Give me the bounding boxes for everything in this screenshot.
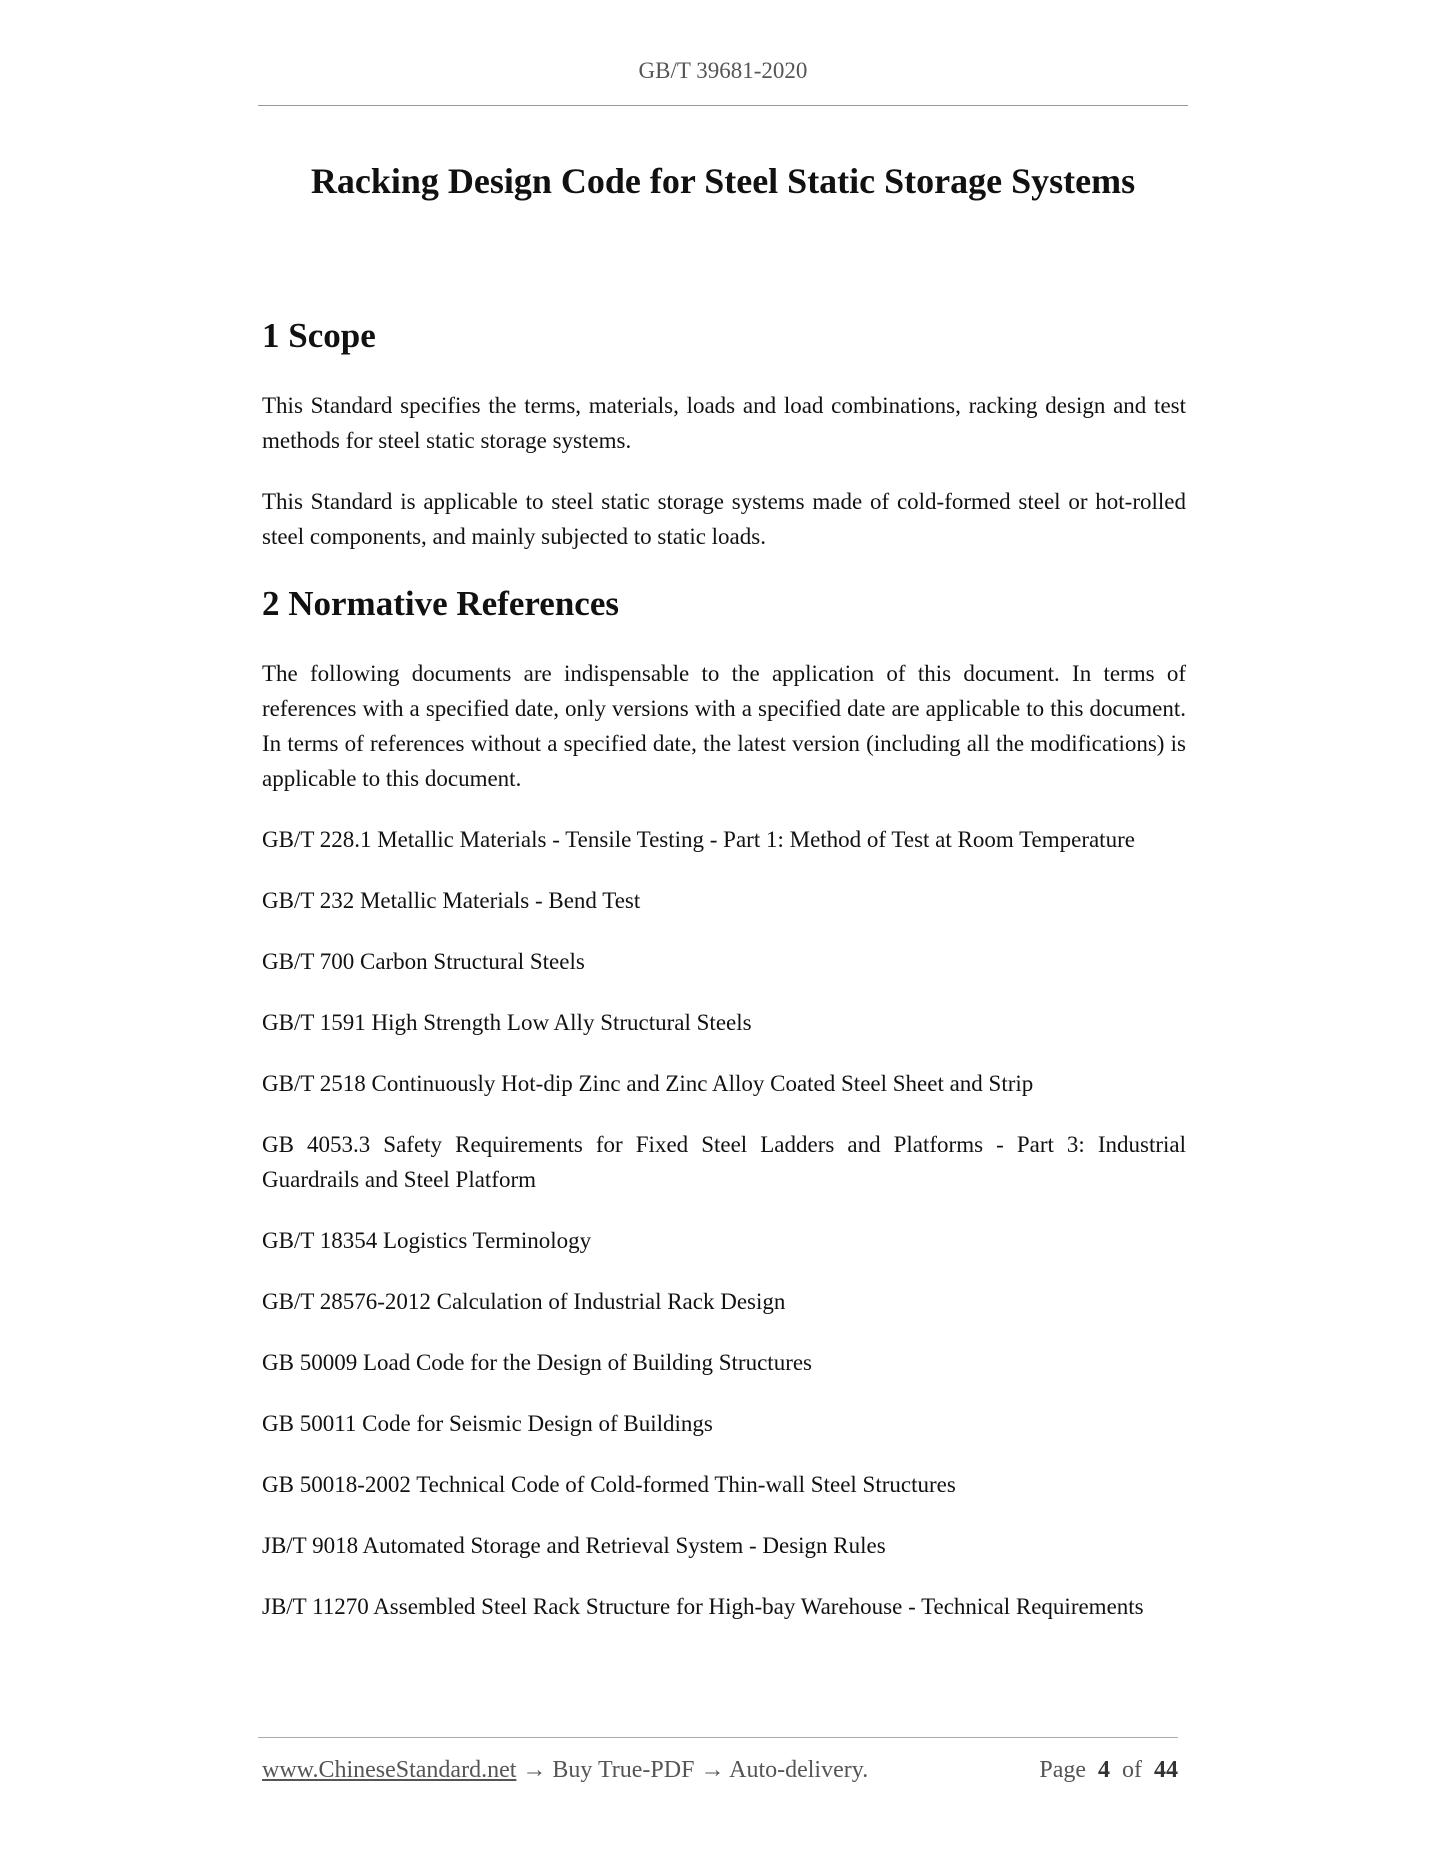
- reference-list: [262, 822, 1186, 1624]
- document-body: [262, 312, 1186, 1650]
- total-pages: 44: [1154, 1757, 1178, 1783]
- current-page: 4: [1098, 1757, 1110, 1783]
- header-divider: [258, 105, 1188, 106]
- reference-item: JB/T 11270 Assembled Steel Rack Structure for High-bay Warehouse - Technical Requirements: [262, 1594, 1144, 1619]
- scope-paragraph: This Standard is applicable to steel static storage systems made of cold-formed steel or hot-rolled steel components, and mainly subjected to static loads.: [262, 489, 1186, 549]
- page-label: Page: [1039, 1757, 1086, 1783]
- reference-item: GB 50018-2002 Technical Code of Cold-formed Thin-wall Steel Structures: [262, 1472, 956, 1497]
- reference-item: GB/T 28576-2012 Calculation of Industrial Rack Design: [262, 1289, 786, 1314]
- section-heading-normative-references: 2 Normative References: [262, 584, 619, 623]
- footer-divider: [258, 1737, 1178, 1738]
- reference-item: GB 50009 Load Code for the Design of Building Structures: [262, 1350, 813, 1375]
- reference-item: GB/T 1591 High Strength Low Ally Structural Steels: [262, 1010, 752, 1035]
- reference-item: GB 4053.3 Safety Requirements for Fixed Steel Ladders and Platforms - Part 3: Industrial Guardrails and Steel Platform: [262, 1132, 1186, 1192]
- normative-references-intro: The following documents are indispensable to the application of this document. In terms of references with a specified date, only versions with a specified date are applicable to this document. In terms of references without a specified date, the latest version (including all the modifications) is applicable to this document.: [262, 661, 1186, 791]
- scope-paragraph: This Standard specifies the terms, materials, loads and load combinations, racking design and test methods for steel static storage systems.: [262, 393, 1186, 453]
- page-footer: [262, 1757, 1178, 1784]
- section-heading-scope: 1 Scope: [262, 316, 376, 355]
- reference-item: GB 50011 Code for Seismic Design of Buildings: [262, 1411, 713, 1436]
- reference-item: JB/T 9018 Automated Storage and Retrieval System - Design Rules: [262, 1533, 886, 1558]
- reference-item: GB/T 228.1 Metallic Materials - Tensile Testing - Part 1: Method of Test at Room Temperature: [262, 827, 1135, 852]
- reference-item: GB/T 700 Carbon Structural Steels: [262, 949, 585, 974]
- page-of-label: of: [1122, 1757, 1142, 1783]
- footer-tagline: → Buy True-PDF → Auto-delivery.: [516, 1757, 869, 1783]
- footer-promo: [262, 1757, 868, 1784]
- running-header: GB/T 39681-2020: [638, 58, 808, 83]
- reference-item: GB/T 2518 Continuously Hot-dip Zinc and Zinc Alloy Coated Steel Sheet and Strip: [262, 1071, 1034, 1096]
- document-title: Racking Design Code for Steel Static Storage Systems: [310, 161, 1136, 201]
- reference-item: GB/T 232 Metallic Materials - Bend Test: [262, 888, 641, 913]
- page-number: [1039, 1757, 1178, 1784]
- reference-item: GB/T 18354 Logistics Terminology: [262, 1228, 592, 1253]
- website-link[interactable]: www.ChineseStandard.net: [262, 1757, 517, 1783]
